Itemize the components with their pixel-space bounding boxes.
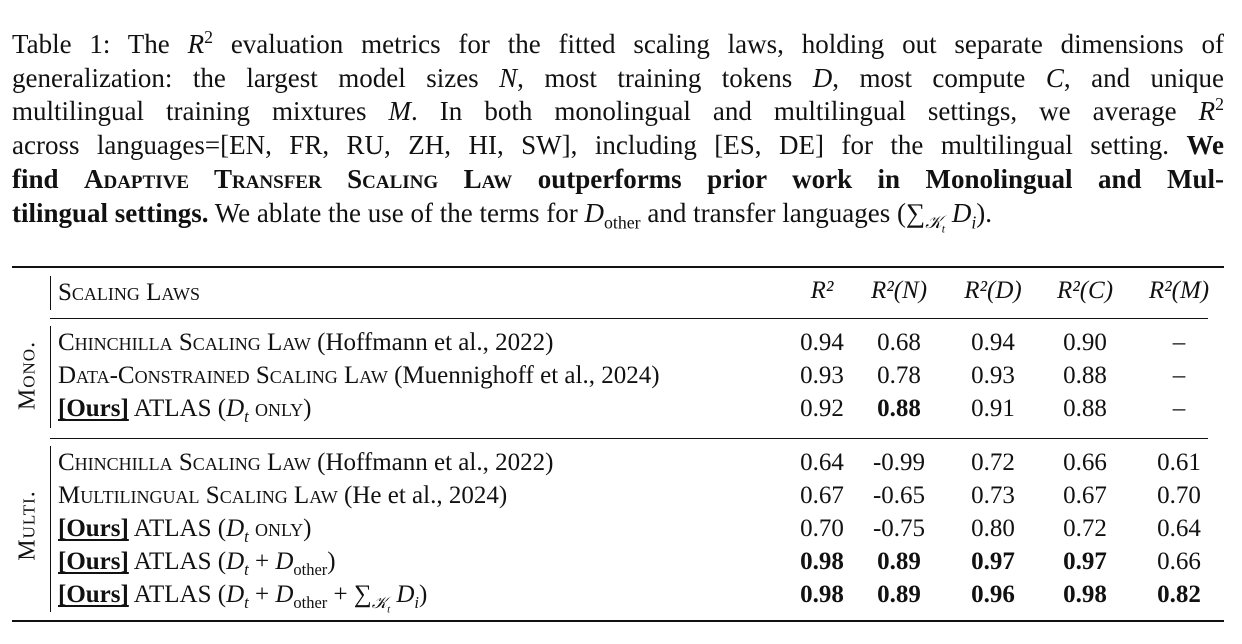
metric-value: 0.90: [1063, 329, 1107, 356]
metric-value: 0.89: [877, 581, 921, 608]
row-label: [58, 361, 660, 391]
metric-value: –: [1172, 395, 1186, 422]
caption-line-3: multilingual training mixtures M. In both monolingual and multilingual settings, we average $R^2$: [12, 94, 1224, 127]
metric-value: 0.96: [971, 581, 1015, 608]
metric-value: 0.98: [800, 581, 844, 608]
metric-value: 0.89: [877, 548, 921, 575]
header-scaling-laws: Scaling Laws: [58, 279, 200, 306]
caption-line-2: generalization: the largest model sizes N, most training tokens D, most compute C, and unique: [12, 62, 1225, 93]
metric-value: 0.92: [800, 395, 844, 422]
atlas-terms: ($D_t + D_{other} + \sum_{𝒦_t}$ $D_i$): [211, 581, 428, 616]
metric-value: 0.98: [800, 548, 844, 575]
citation: (Muennighoff et al., 2024): [387, 362, 660, 389]
metric-value: 0.80: [971, 515, 1015, 542]
metric-value: 0.61: [1157, 449, 1201, 476]
metric-value: 0.64: [800, 449, 844, 476]
metric-value: 0.94: [971, 329, 1015, 356]
atlas-name: ATLAS: [128, 581, 212, 608]
metric-value: –: [1172, 362, 1186, 389]
scaling-law-name: Chinchilla Scaling Law: [58, 329, 311, 356]
row-label: [58, 580, 428, 616]
row-label: [58, 448, 553, 478]
row-label: [58, 481, 507, 511]
atlas-name: ATLAS: [128, 548, 212, 575]
caption-line-1: Table 1: The $R^2$ evaluation metrics for the fitted scaling laws, holding out separate dimensions of: [12, 27, 1224, 59]
scaling-law-name: Data-Constrained Scaling Law: [58, 362, 388, 389]
caption-line-4: across languages=[EN, FR, RU, ZH, HI, SW], including [ES, DE] for the multilingual setting. We: [12, 130, 1224, 161]
metric-value: -0.65: [872, 482, 926, 509]
metric-value: -0.75: [872, 515, 926, 542]
table-caption: [12, 27, 1225, 236]
atlas-terms: ($D_t$ only): [211, 515, 312, 546]
header-underline: [50, 318, 1208, 319]
scaling-law-name: Chinchilla Scaling Law: [58, 449, 311, 476]
group-label-multi: Multi.: [14, 490, 41, 561]
metric-value: 0.70: [1157, 482, 1201, 509]
header-col-r2m: R²(M): [1148, 277, 1210, 304]
metric-value: 0.68: [877, 329, 921, 356]
metric-value: 0.73: [971, 482, 1015, 509]
metric-value: 0.72: [971, 449, 1015, 476]
ours-tag: [Ours]: [58, 395, 129, 422]
metric-value: 0.88: [1063, 362, 1107, 389]
metric-value: 0.78: [877, 362, 921, 389]
metric-value: –: [1172, 329, 1186, 356]
scaling-law-name: Multilingual Scaling Law: [58, 482, 338, 509]
row-label: [58, 514, 312, 544]
group-label-mono: Mono.: [14, 340, 41, 411]
ours-tag: [Ours]: [58, 515, 129, 542]
caption-line-6: tilingual settings. We ablate the use of the terms for $D_{other}$ and transfer languages ($\sum_{𝒦_t}$ $D_i$).: [12, 197, 993, 236]
citation: (Hoffmann et al., 2022): [310, 329, 554, 356]
metric-value: 0.88: [877, 395, 921, 422]
metric-value: 0.67: [1063, 482, 1107, 509]
metric-value: 0.93: [800, 362, 844, 389]
atlas-terms: ($D_t$ only): [211, 395, 312, 426]
metric-value: -0.99: [872, 449, 926, 476]
citation: (Hoffmann et al., 2022): [310, 449, 554, 476]
metric-value: 0.91: [971, 395, 1015, 422]
row-label: [58, 547, 336, 577]
header-col-r2c: R²(C): [1056, 277, 1114, 304]
atlas-name: ATLAS: [128, 395, 212, 422]
metric-value: 0.70: [800, 515, 844, 542]
metric-value: 0.97: [971, 548, 1015, 575]
row-label: [58, 328, 553, 358]
metric-value: 0.66: [1063, 449, 1107, 476]
metric-value: 0.94: [800, 329, 844, 356]
metric-value: 0.97: [1063, 548, 1107, 575]
ours-tag: [Ours]: [58, 581, 129, 608]
metric-value: 0.66: [1157, 548, 1201, 575]
multi-vbar: [50, 446, 51, 612]
table-bottom-rule: [12, 620, 1224, 622]
ours-tag: [Ours]: [58, 548, 129, 575]
metric-value: 0.98: [1063, 581, 1107, 608]
metric-value: 0.64: [1157, 515, 1201, 542]
atlas-terms: $(D_t + D_{other})$: [211, 548, 336, 579]
atlas-name: ATLAS: [128, 515, 212, 542]
header-col-r2d: R²(D): [964, 277, 1022, 304]
header-vbar: [50, 276, 51, 310]
group-separator: [50, 438, 1208, 439]
header-col-r2: R²: [810, 277, 834, 304]
caption-line-5: find Adaptive Transfer Scaling Law outperforms prior work in Monolingual and Mul-: [12, 163, 1224, 194]
citation: (He et al., 2024): [337, 482, 508, 509]
metric-value: 0.88: [1063, 395, 1107, 422]
metric-value: 0.72: [1063, 515, 1107, 542]
table-top-rule: [12, 266, 1224, 268]
metric-value: 0.67: [800, 482, 844, 509]
row-label: [58, 394, 312, 424]
metric-value: 0.93: [971, 362, 1015, 389]
header-col-r2n: R²(N): [870, 277, 928, 304]
metric-value: 0.82: [1157, 581, 1201, 608]
mono-vbar: [50, 326, 51, 428]
